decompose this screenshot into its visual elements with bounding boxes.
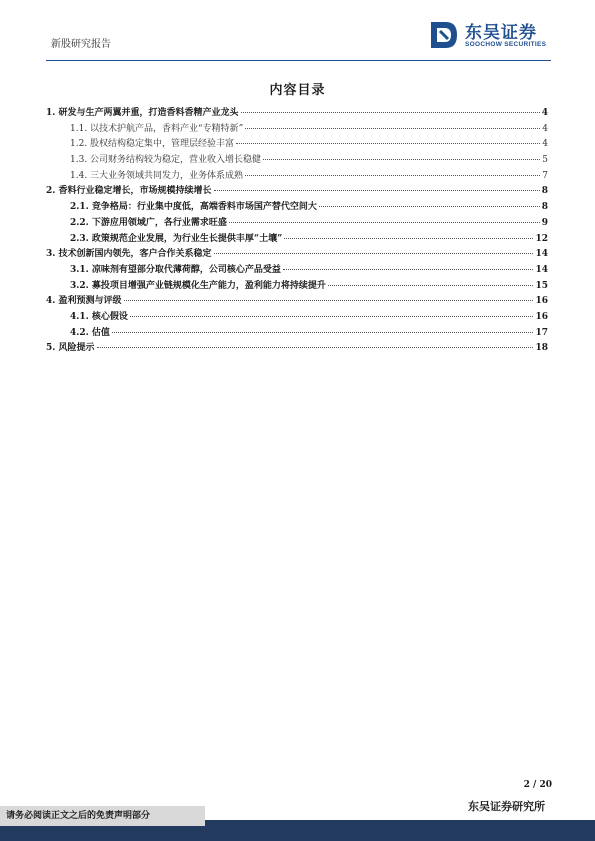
toc-entry-page: 16 bbox=[535, 296, 548, 307]
toc-entry-label: 3.1. 凉味剂有望部分取代薄荷醇，公司核心产品受益 bbox=[70, 264, 281, 275]
toc-dot-leader bbox=[283, 269, 534, 270]
toc-entry-label: 1.4. 三大业务领域共同发力，业务体系成熟 bbox=[70, 170, 244, 181]
toc-entry-label: 1. 研发与生产两翼并重，打造香料香精产业龙头 bbox=[46, 108, 239, 118]
toc-entry[interactable] bbox=[46, 152, 548, 168]
toc-dot-leader bbox=[319, 206, 540, 207]
toc-entry-page: 17 bbox=[535, 327, 548, 338]
toc-entry[interactable] bbox=[46, 136, 548, 152]
toc-entry[interactable] bbox=[46, 325, 548, 341]
toc-entry-page: 16 bbox=[535, 311, 548, 322]
toc-entry-label: 1.1. 以技术护航产品，香料产业“专精特新” bbox=[70, 123, 244, 134]
toc-entry-page: 4 bbox=[542, 139, 548, 150]
toc-entry[interactable] bbox=[46, 199, 548, 215]
toc-entry-page: 4 bbox=[542, 123, 548, 134]
logo-english-name: SOOCHOW SECURITIES bbox=[465, 41, 547, 48]
toc-entry[interactable] bbox=[46, 246, 548, 262]
toc-dot-leader bbox=[124, 300, 534, 301]
toc-entry-label: 5. 风险提示 bbox=[46, 343, 95, 354]
toc-entry[interactable] bbox=[46, 293, 548, 309]
toc-dot-leader bbox=[97, 347, 534, 348]
toc-title: 内容目录 bbox=[269, 83, 326, 98]
logo-chinese-name: 东吴证券 bbox=[465, 23, 537, 43]
toc-entry-label: 4.2. 估值 bbox=[70, 327, 110, 338]
toc-dot-leader bbox=[214, 253, 534, 254]
table-of-contents bbox=[46, 105, 548, 356]
page-number: 2 / 20 bbox=[523, 780, 552, 790]
toc-entry-label: 2.3. 政策规范企业发展，为行业生长提供丰厚“土壤” bbox=[70, 233, 283, 244]
toc-entry-label: 3. 技术创新国内领先，客户合作关系稳定 bbox=[46, 249, 212, 260]
toc-entry[interactable] bbox=[46, 121, 548, 137]
toc-entry-label: 2.2. 下游应用领域广，各行业需求旺盛 bbox=[70, 217, 227, 228]
soochow-logo-icon bbox=[428, 20, 460, 50]
toc-dot-leader bbox=[229, 222, 540, 223]
toc-entry-page: 12 bbox=[535, 233, 548, 244]
toc-dot-leader bbox=[236, 143, 540, 144]
footer-organization: 东吴证券研究所 bbox=[468, 800, 545, 813]
toc-entry-page: 15 bbox=[535, 280, 548, 291]
toc-entry[interactable] bbox=[46, 215, 548, 231]
toc-entry[interactable] bbox=[46, 309, 548, 325]
toc-entry-label: 2. 香料行业稳定增长，市场规模持续增长 bbox=[46, 186, 212, 197]
toc-entry-label: 1.2. 股权结构稳定集中，管理层经验丰富 bbox=[70, 139, 235, 150]
report-type-label: 新股研究报告 bbox=[51, 39, 111, 50]
toc-entry[interactable] bbox=[46, 231, 548, 247]
toc-entry-page: 7 bbox=[542, 170, 548, 181]
toc-entry-page: 14 bbox=[535, 264, 548, 275]
toc-entry[interactable] bbox=[46, 340, 548, 356]
toc-entry[interactable] bbox=[46, 262, 548, 278]
toc-entry-page: 18 bbox=[535, 343, 548, 354]
toc-dot-leader bbox=[328, 285, 534, 286]
toc-dot-leader bbox=[112, 332, 534, 333]
toc-entry[interactable] bbox=[46, 278, 548, 294]
toc-dot-leader bbox=[245, 128, 540, 129]
toc-entry-label: 2.1. 竞争格局：行业集中度低，高端香料市场国产替代空间大 bbox=[70, 202, 317, 213]
toc-entry-page: 9 bbox=[541, 217, 548, 228]
toc-entry-page: 14 bbox=[535, 249, 548, 260]
toc-entry[interactable] bbox=[46, 105, 548, 121]
toc-entry-page: 8 bbox=[541, 186, 548, 197]
toc-dot-leader bbox=[263, 159, 540, 160]
toc-entry[interactable] bbox=[46, 168, 548, 184]
toc-entry-label: 4. 盈利预测与评级 bbox=[46, 296, 122, 307]
toc-dot-leader bbox=[241, 112, 540, 113]
toc-entry-label: 3.2. 募投项目增强产业链规模化生产能力，盈利能力将持续提升 bbox=[70, 280, 326, 291]
toc-entry-page: 8 bbox=[541, 202, 548, 213]
toc-dot-leader bbox=[130, 316, 534, 317]
toc-entry-label: 1.3. 公司财务结构较为稳定，营业收入增长稳健 bbox=[70, 155, 262, 166]
toc-entry-page: 4 bbox=[541, 108, 548, 118]
toc-entry-page: 5 bbox=[542, 155, 548, 166]
toc-dot-leader bbox=[245, 175, 540, 176]
header-divider bbox=[46, 60, 551, 61]
toc-entry[interactable] bbox=[46, 183, 548, 199]
toc-dot-leader bbox=[284, 238, 533, 239]
company-logo bbox=[428, 18, 556, 54]
toc-dot-leader bbox=[214, 190, 540, 191]
disclaimer-notice: 请务必阅读正文之后的免责声明部分 bbox=[0, 806, 205, 826]
toc-entry-label: 4.1. 核心假设 bbox=[70, 311, 128, 322]
